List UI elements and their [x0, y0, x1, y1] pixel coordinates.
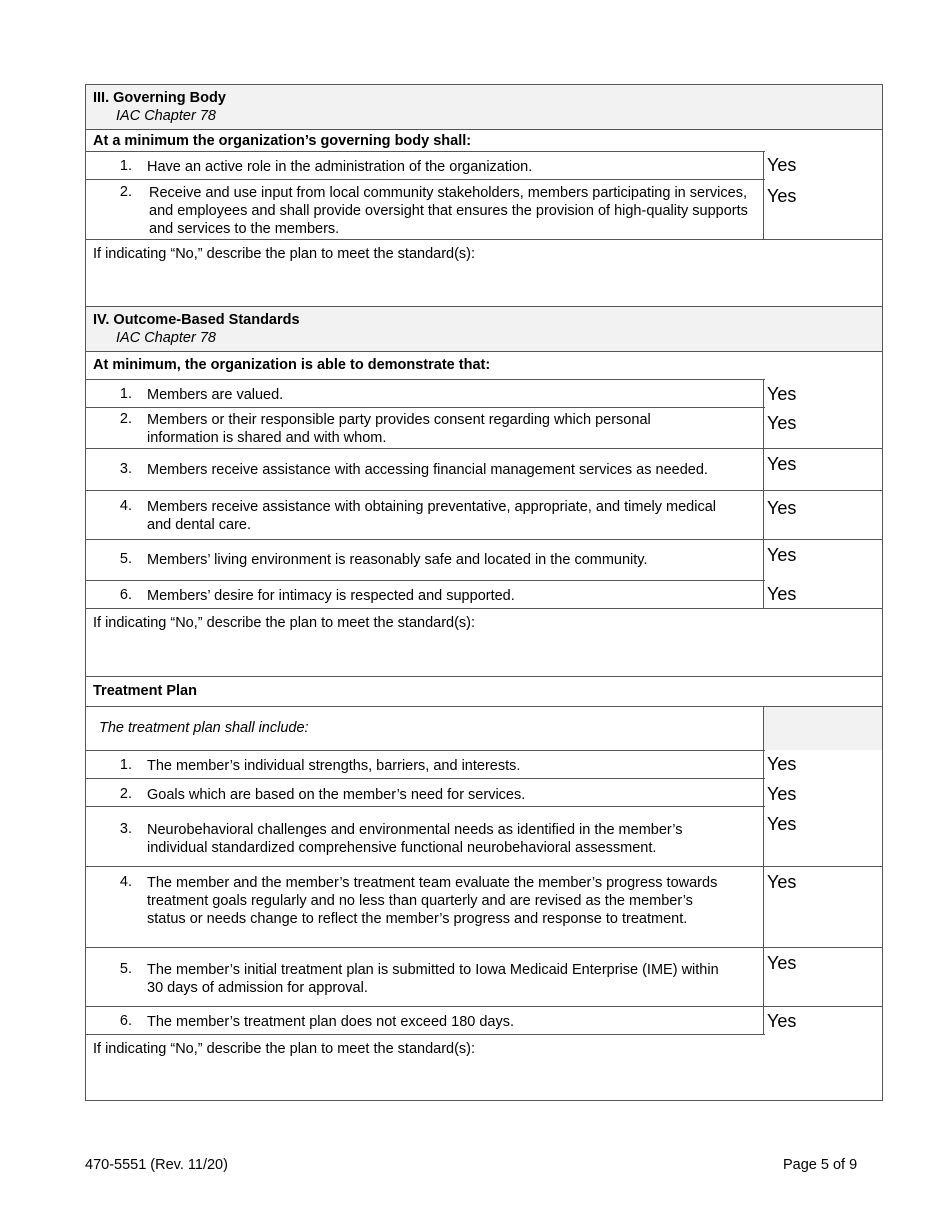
section-title: Treatment Plan — [93, 683, 197, 699]
answer-field[interactable]: Yes — [767, 155, 797, 175]
item-number: 3. — [119, 821, 132, 837]
page-number: Page 5 of 9 — [783, 1157, 858, 1173]
answer-field[interactable]: Yes — [767, 498, 797, 518]
answer-field[interactable]: Yes — [767, 953, 797, 973]
item-text: Members receive assistance with obtaining preventative, appropriate, and timely medical and dental care. — [147, 499, 717, 533]
answer-field[interactable]: Yes — [767, 413, 797, 433]
form-number: 470-5551 (Rev. 11/20) — [85, 1157, 228, 1173]
item-number: 2. — [119, 184, 132, 200]
no-plan-label: If indicating “No,” describe the plan to meet the standard(s): — [93, 1041, 476, 1057]
item-text: The member’s individual strengths, barriers, and interests. — [147, 758, 521, 774]
item-text: Members are valued. — [147, 387, 284, 403]
item-text: Members receive assistance with accessing financial management services as needed. — [147, 462, 708, 478]
section-intro: At a minimum the organization’s governing body shall: — [93, 133, 472, 149]
item-text: Have an active role in the administration of the organization. — [147, 159, 533, 175]
section-reference: IAC Chapter 78 — [116, 108, 216, 124]
no-plan-label: If indicating “No,” describe the plan to meet the standard(s): — [93, 615, 476, 631]
item-text: The member’s treatment plan does not exceed 180 days. — [147, 1014, 515, 1030]
item-text: Receive and use input from local community stakeholders, members participating in services, and employees and shall provide oversight that ensures the provision of high-quality supports and services to the members. — [149, 185, 748, 237]
section-reference: IAC Chapter 78 — [116, 330, 216, 346]
item-number: 1. — [119, 386, 132, 402]
item-number: 5. — [119, 551, 132, 567]
item-text: Members or their responsible party provides consent regarding which personal information is shared and with whom. — [147, 412, 651, 446]
section-title: III. Governing Body — [93, 90, 226, 106]
answer-field[interactable]: Yes — [767, 545, 797, 565]
item-number: 4. — [119, 498, 132, 514]
item-text: The member’s initial treatment plan is submitted to Iowa Medicaid Enterprise (IME) within 30 days of admission for approval. — [147, 962, 719, 996]
item-text: Neurobehavioral challenges and environmental needs as identified in the member’s individual standardized comprehensive functional neurobehavioral assessment. — [147, 822, 683, 856]
answer-field[interactable]: Yes — [767, 754, 797, 774]
item-number: 6. — [119, 587, 132, 603]
answer-field[interactable]: Yes — [767, 584, 797, 604]
item-text: The member and the member’s treatment team evaluate the member’s progress towards treatment goals regularly and no less than quarterly and are revised as the member’s status or needs change to reflect the member’s progress and response to treatment. — [147, 875, 718, 927]
answer-field[interactable]: Yes — [767, 454, 797, 474]
item-text: Members’ living environment is reasonably safe and located in the community. — [147, 552, 648, 568]
answer-field[interactable]: Yes — [767, 186, 797, 206]
no-plan-label: If indicating “No,” describe the plan to meet the standard(s): — [93, 246, 476, 262]
answer-field[interactable]: Yes — [767, 384, 797, 404]
answer-field[interactable]: Yes — [767, 872, 797, 892]
item-number: 6. — [119, 1013, 132, 1029]
item-number: 1. — [119, 757, 132, 773]
item-number: 2. — [119, 411, 132, 427]
item-number: 5. — [119, 961, 132, 977]
item-number: 4. — [119, 874, 132, 890]
section-intro: At minimum, the organization is able to demonstrate that: — [93, 357, 491, 373]
answer-field[interactable]: Yes — [767, 814, 797, 834]
answer-field[interactable]: Yes — [767, 784, 797, 804]
item-text: Members’ desire for intimacy is respected and supported. — [147, 588, 515, 604]
item-number: 3. — [119, 461, 132, 477]
item-number: 2. — [119, 786, 132, 802]
item-number: 1. — [119, 158, 132, 174]
answer-field[interactable]: Yes — [767, 1011, 797, 1031]
item-text: Goals which are based on the member’s need for services. — [147, 787, 526, 803]
section-intro: The treatment plan shall include: — [99, 720, 309, 736]
section-title: IV. Outcome-Based Standards — [93, 312, 300, 328]
